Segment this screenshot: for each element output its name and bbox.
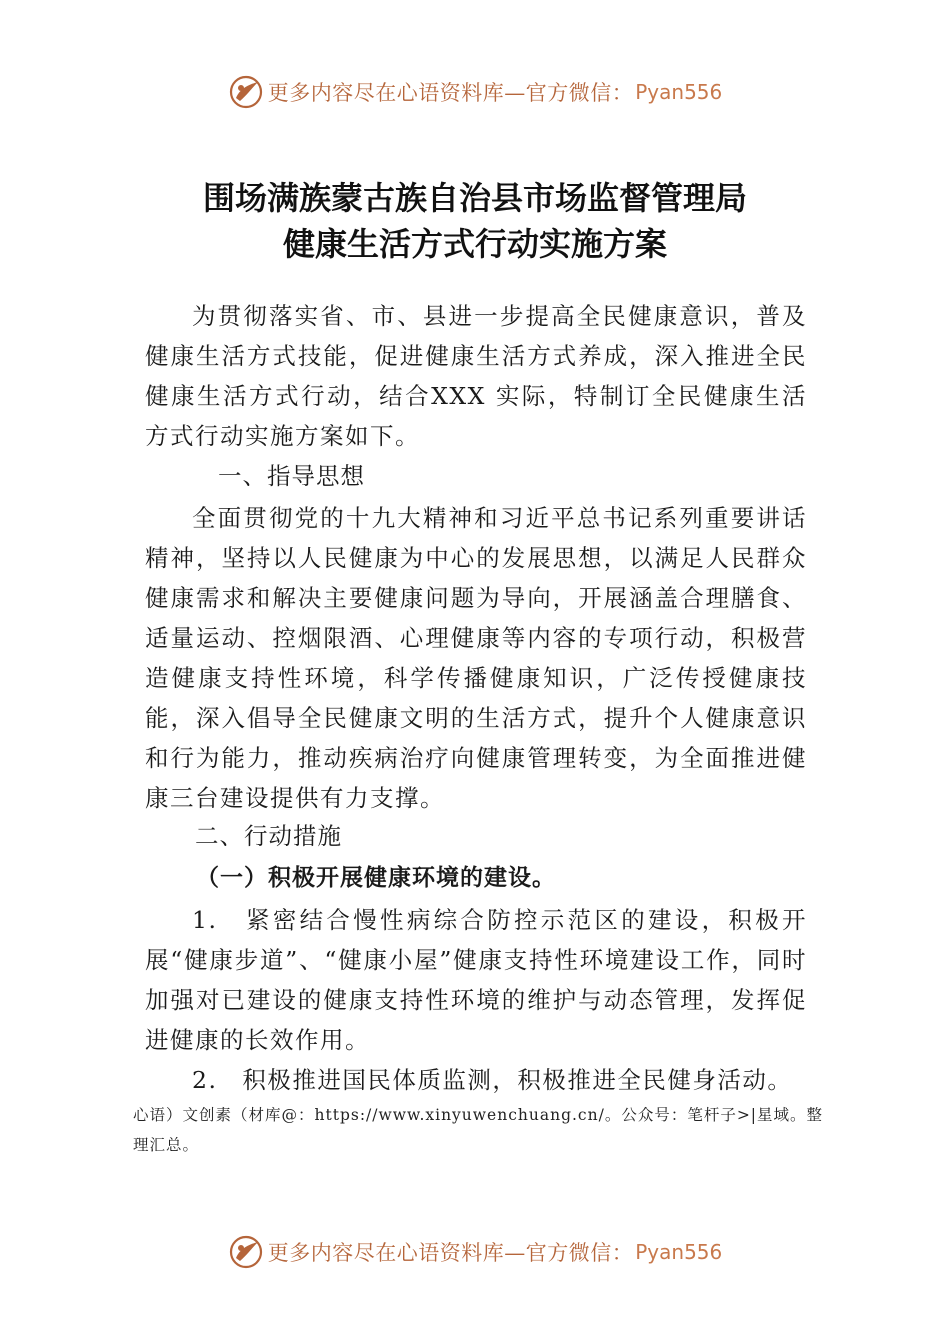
source-footnote: 心语）文创素（材库@：https://www.xinyuwenchuang.cn/。公众号：笔杆子>|星域。整理汇总。 (133, 1106, 824, 1154)
banner-handle: Pyan556 (635, 80, 723, 104)
intro-paragraph: 为贯彻落实省、市、县进一步提高全民健康意识，普及健康生活方式技能，促进健康生活方式养成，深入推进全民健康生活方式行动，结合XXX 实际，特制订全民健康生活方式行动实施方案如下。 (145, 302, 807, 450)
banner-text: 更多内容尽在心语资料库—官方微信： (267, 1241, 634, 1265)
header-banner (0, 72, 950, 112)
banner-text: 更多内容尽在心语资料库—官方微信： (267, 81, 634, 105)
section1-paragraph: 全面贯彻党的十九大精神和习近平总书记系列重要讲话精神，坚持以人民健康为中心的发展思想，以满足人民群众健康需求和解决主要健康问题为导向，开展涵盖合理膳食、适量运动、控烟限酒、心理健康等内容的专项行动，积极营造健康支持性环境，科学传播健康知识，广泛传授健康技能，深入倡导全民健康文明的生活方式，提升个人健康意识和行为能力，推动疾病治疗向健康管理转变，为全面推进健康三台建设提供有力支撑。 (145, 504, 807, 812)
subsection-heading: （一）积极开展健康环境的建设。 (196, 864, 556, 891)
brand-logo-icon (228, 1234, 264, 1270)
section-heading-guiding-thought: 一、指导思想 (218, 462, 365, 490)
item-2-paragraph: 2. 积极推进国民体质监测，积极推进全民健身活动。 (192, 1066, 793, 1094)
item-1-paragraph: 1. 紧密结合慢性病综合防控示范区的建设，积极开展“健康步道”、“健康小屋”健康支持性环境建设工作，同时加强对已建设的健康支持性环境的维护与动态管理，发挥促进健康的长效作用。 (145, 906, 807, 1054)
document-title-line1: 围场满族蒙古族自治县市场监督管理局 (202, 179, 747, 217)
brand-logo-icon (228, 74, 264, 110)
banner-handle: Pyan556 (635, 1240, 723, 1264)
document-title-line2: 健康生活方式行动实施方案 (282, 225, 667, 263)
section-heading-action-measures: 二、行动措施 (195, 822, 342, 850)
footer-banner (0, 1232, 950, 1272)
